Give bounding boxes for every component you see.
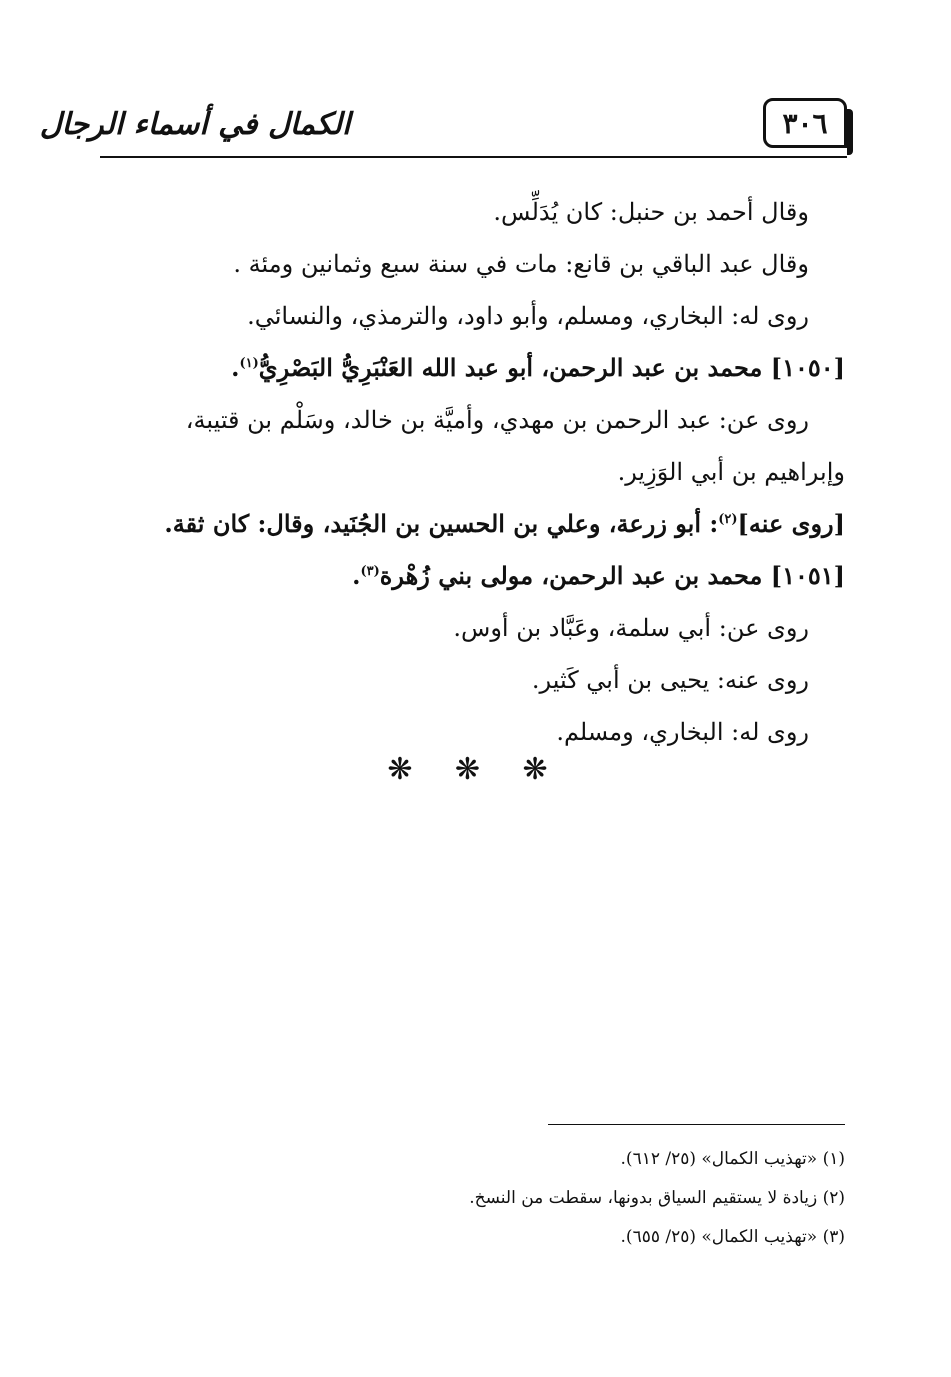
narrated-by-text: : أبو زرعة، وعلي بن الحسين بن الجُنَيد، وقال: كان ثقة. <box>164 509 719 538</box>
entry-number: [١٠٥٠] <box>770 353 845 382</box>
footnote-ref: (٣) <box>360 564 380 579</box>
entry-end: . <box>231 353 240 382</box>
entry-1050-heading <box>100 342 845 394</box>
footnote-ref: (١) <box>239 356 259 371</box>
footnote-item: (١) «تهذيب الكمال» (٢٥/ ٦١٢). <box>620 1149 845 1169</box>
text-line: روى عنه: يحيى بن أبي كَثير. <box>531 666 809 694</box>
entry-1051-heading <box>100 550 845 602</box>
narrated-by-label: [روى عنه] <box>737 509 845 538</box>
narrated-by-line <box>100 498 845 550</box>
footnotes <box>100 1140 845 1257</box>
footnote-divider <box>548 1124 845 1125</box>
text-line: وإبراهيم بن أبي الوَزِير. <box>617 458 845 486</box>
header-divider <box>100 156 847 158</box>
page-number: ٣٠٦ <box>763 98 847 148</box>
book-title-calligraphy: الكمال في أسماء الرجال <box>39 106 351 142</box>
footnote-ref: (٢) <box>718 512 738 527</box>
entry-name: محمد بن عبد الرحمن، أبو عبد الله العَنْبَرِيُّ البَصْرِيُّ <box>258 353 763 382</box>
footnote-item: (٢) زيادة لا يستقيم السياق بدونها، سقطت من النسخ. <box>469 1188 845 1208</box>
entry-name: محمد بن عبد الرحمن، مولى بني زُهْرة <box>379 561 763 590</box>
entry-number: [١٠٥١] <box>770 561 845 590</box>
main-text <box>100 186 845 758</box>
section-separator: ❋ ❋ ❋ <box>387 752 564 787</box>
text-line: وقال عبد الباقي بن قانع: مات في سنة سبع وثمانين ومئة . <box>233 250 809 278</box>
text-line: روى له: البخاري، ومسلم. <box>556 718 809 746</box>
text-line: روى عن: أبي سلمة، وعَبَّاد بن أوس. <box>453 614 809 642</box>
text-line: وقال أحمد بن حنبل: كان يُدَلِّس. <box>493 198 809 226</box>
text-line: روى عن: عبد الرحمن بن مهدي، وأميَّة بن خالد، وسَلْم بن قتيبة، <box>185 406 809 434</box>
text-line: روى له: البخاري، ومسلم، وأبو داود، والترمذي، والنسائي. <box>247 302 809 330</box>
entry-end: . <box>352 561 361 590</box>
footnote-item: (٣) «تهذيب الكمال» (٢٥/ ٦٥٥). <box>620 1227 845 1247</box>
